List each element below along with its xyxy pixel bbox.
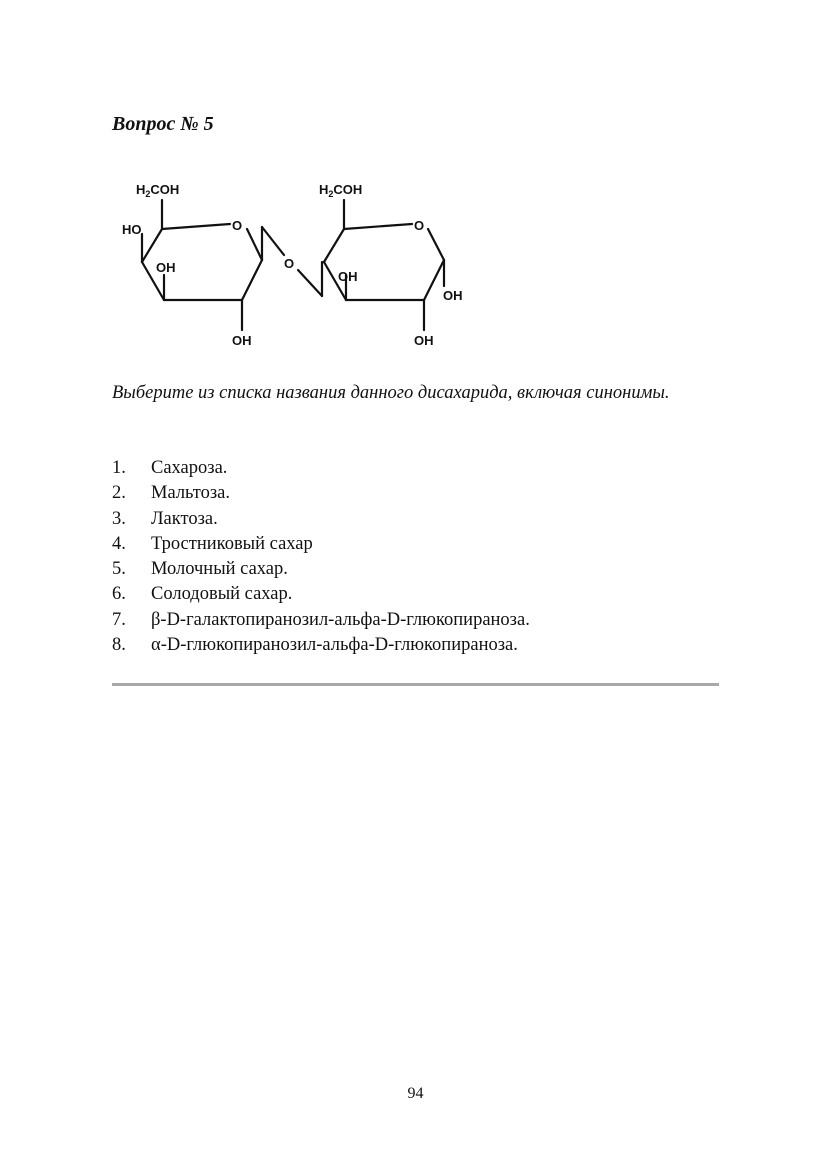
answer-number: 1. (112, 458, 126, 478)
left-ring-bond-o-c1 (247, 229, 262, 260)
left-ring-bond-c5-o (162, 224, 230, 229)
right-ring-bond-c1-c2 (424, 260, 444, 300)
right-oh-bottom-label: OH (414, 333, 434, 348)
answer-number: 2. (112, 483, 126, 504)
answer-number: 5. (112, 559, 126, 580)
answer-text: Мальтоза. (151, 483, 231, 504)
question-title: Вопрос № 5 (112, 113, 214, 135)
left-ring-oxygen-label: O (232, 218, 243, 233)
answer-text: Сахароза. (151, 458, 228, 478)
answer-option-3 (112, 507, 530, 532)
answer-text: β-D-галактопиранозил-альфа-D-глюкопираноза. (151, 609, 530, 630)
left-ring-bond-c1-c2 (242, 260, 262, 300)
answer-option-4 (112, 532, 530, 557)
answer-text: Молочный сахар. (151, 559, 288, 580)
answer-text: α-D-глюкопиранозил-альфа-D-глюкопираноза. (151, 635, 518, 656)
left-ring-bond-c4-c5 (142, 229, 162, 262)
answer-options-list (112, 456, 530, 658)
glycosidic-bridge (298, 262, 322, 296)
right-ring-bond-c4-c5 (324, 229, 344, 262)
answer-number: 8. (112, 635, 126, 656)
left-ho-label: HO (122, 222, 142, 237)
page-number: 94 (407, 1085, 424, 1102)
right-oh-right-label: OH (443, 288, 463, 303)
answer-number: 4. (112, 533, 126, 554)
bridge-bond-right (298, 270, 322, 296)
answer-option-7 (112, 608, 530, 633)
left-ch2oh-label: $H_2COH$ (136, 182, 180, 199)
question-instruction: Выберите из списка названия данного дисахарида, включая синонимы. (112, 383, 670, 403)
right-ring-bond-o-c1 (428, 229, 444, 260)
bridge-oxygen-label: O (284, 256, 295, 271)
right-ch2oh-label: $H_2COH$ (319, 182, 363, 199)
answer-number: 6. (112, 584, 126, 605)
answer-text: Лактоза. (151, 508, 218, 529)
answer-option-1 (112, 456, 530, 481)
answer-number: 3. (112, 508, 126, 529)
answer-number: 7. (112, 609, 126, 630)
answer-text: Тростниковый сахар (151, 533, 313, 554)
section-divider (112, 683, 719, 686)
left-bridge-bond-diag (262, 227, 284, 255)
right-ring-oxygen-label: O (414, 218, 425, 233)
answer-option-6 (112, 582, 530, 607)
answer-option-5 (112, 557, 530, 582)
answer-text: Солодовый сахар. (151, 584, 293, 605)
right-oh-inner-label: OH (338, 269, 358, 284)
left-oh-bottom-label: OH (232, 333, 252, 348)
answer-option-2 (112, 481, 530, 506)
left-oh-inner-label: OH (156, 260, 176, 275)
right-pyranose-ring (324, 200, 444, 330)
answer-option-8 (112, 633, 530, 658)
right-ring-bond-c5-o (344, 224, 412, 229)
disaccharide-structure-diagram (112, 172, 492, 354)
